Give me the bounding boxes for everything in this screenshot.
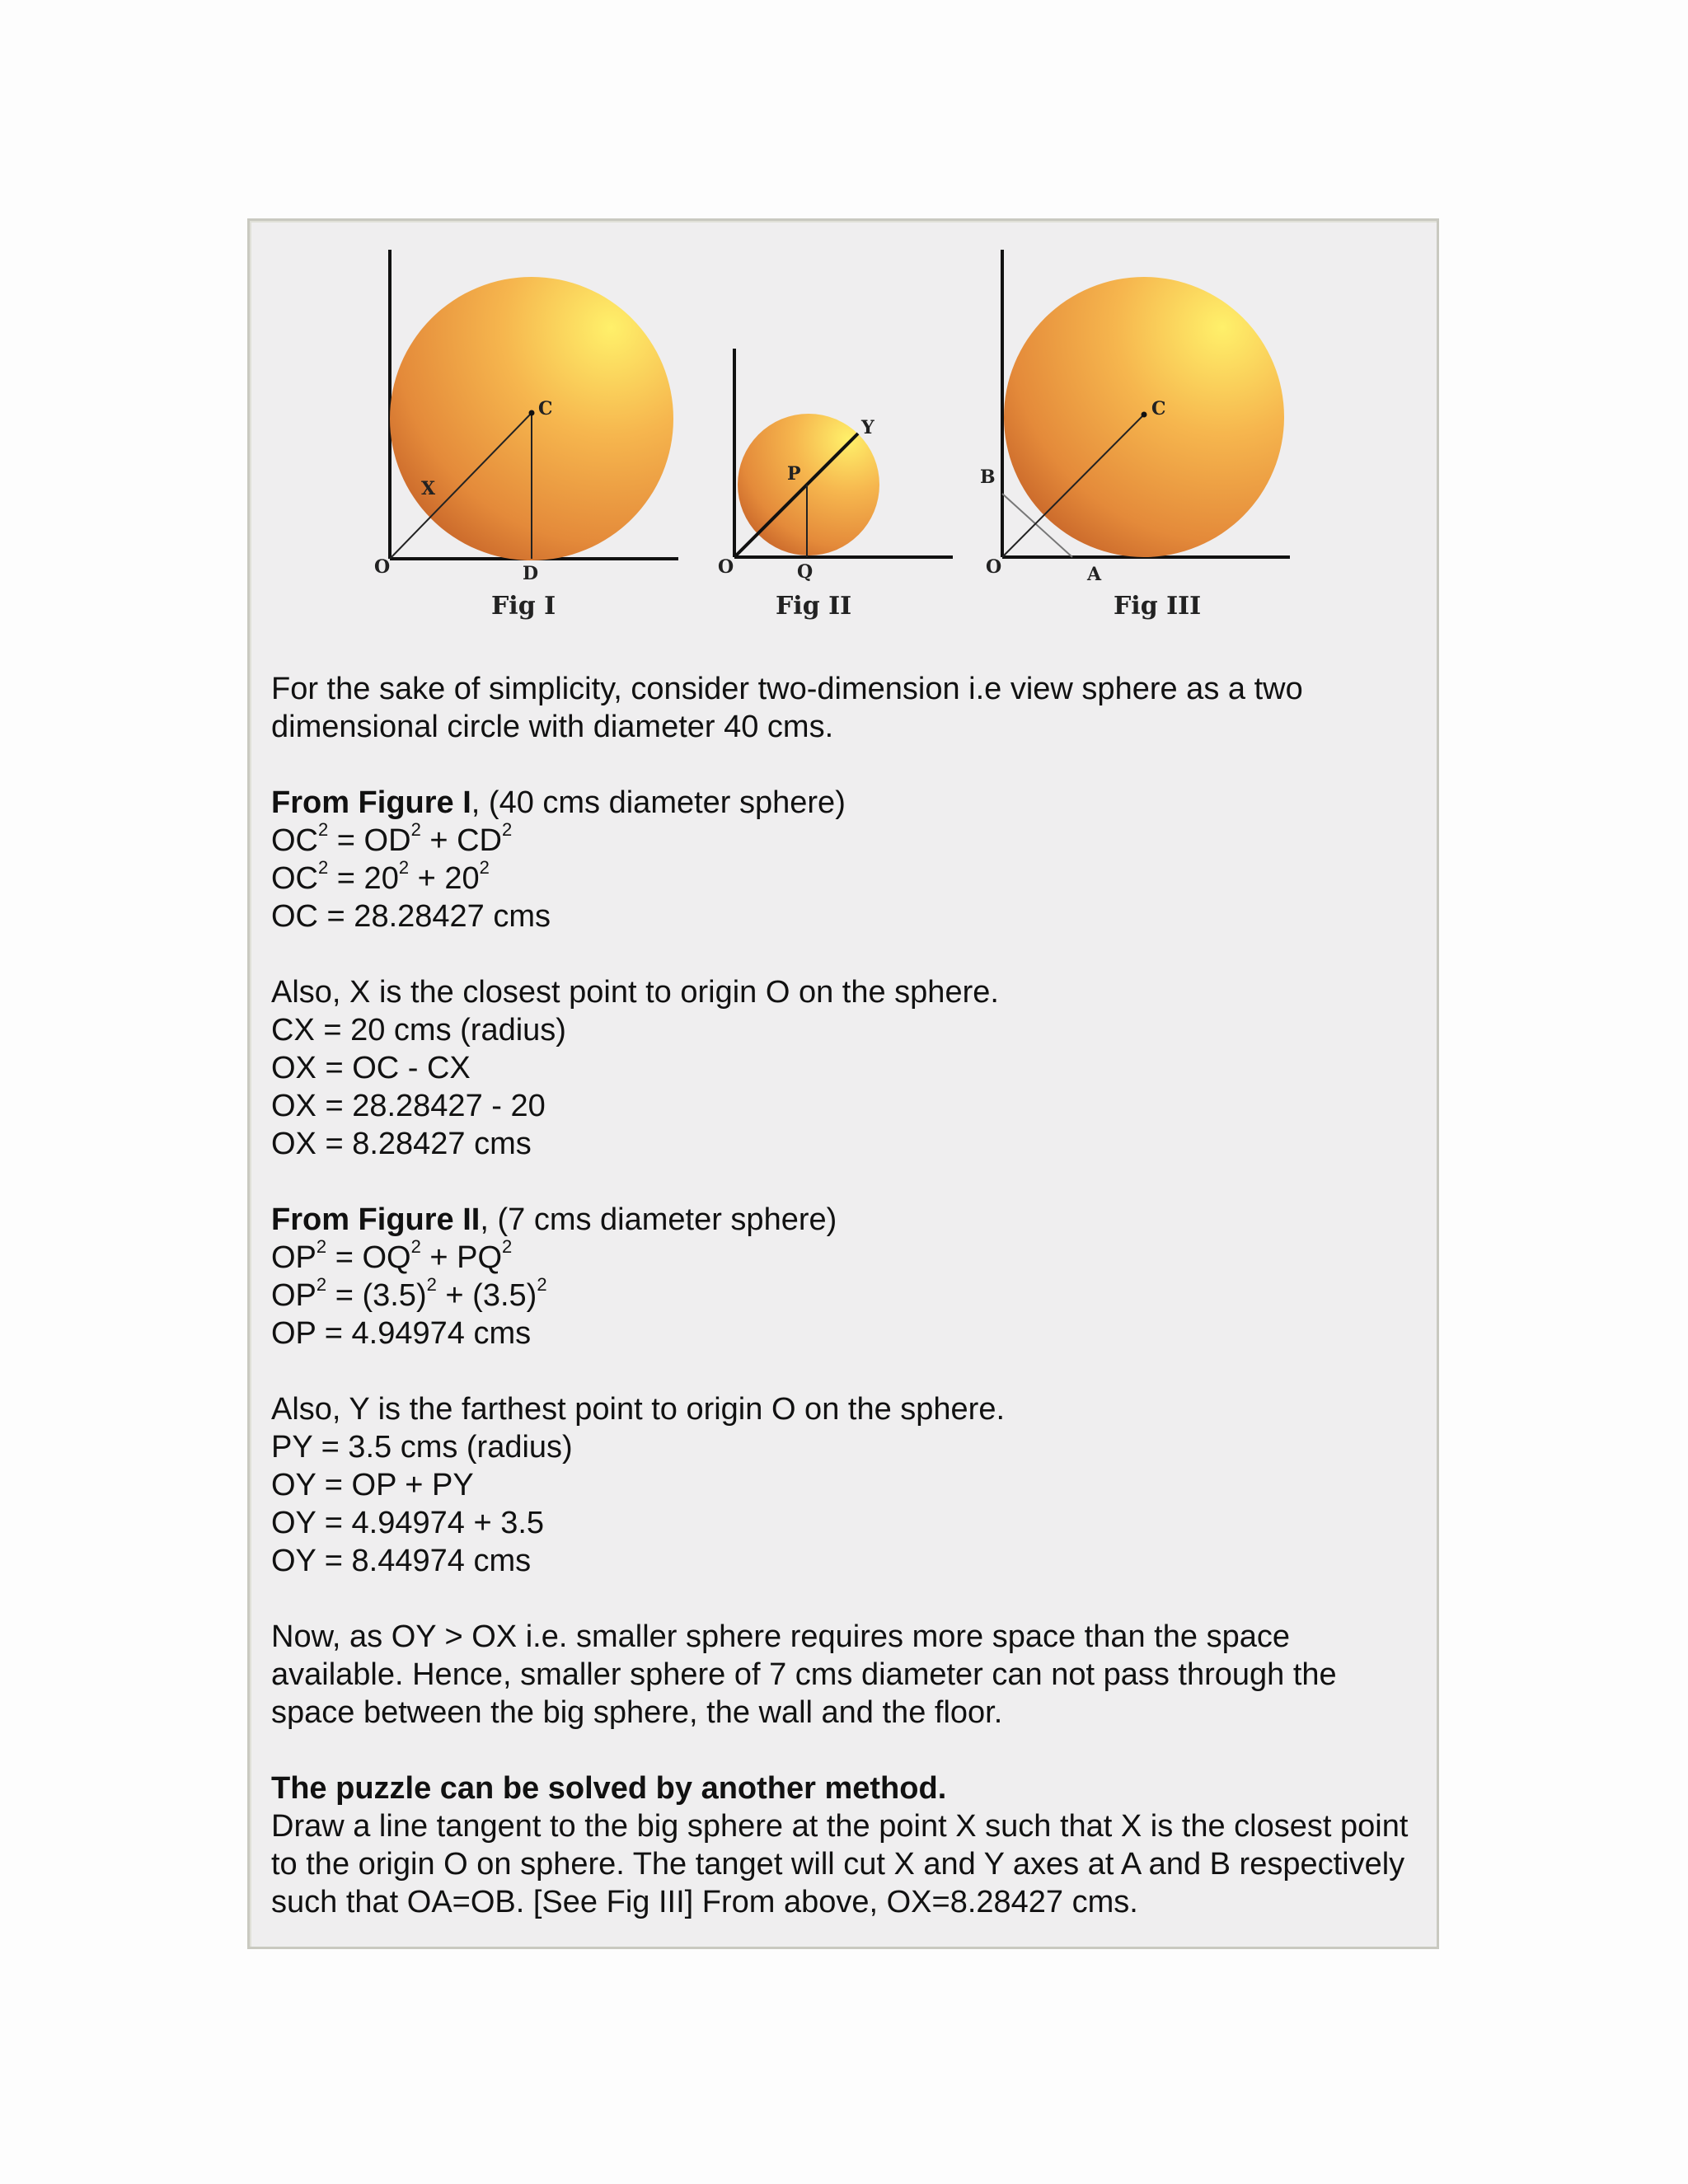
- intro-paragraph: For the sake of simplicity, consider two-dimension i.e view sphere as a two dimensional circle with diameter 40 cms.: [271, 672, 1303, 744]
- fig1-label-x: X: [421, 478, 436, 499]
- section1-heading: From Figure I: [271, 785, 471, 820]
- section2-eq1: $OP^2 = OQ^2 + PQ^2$: [271, 1236, 513, 1275]
- fig3-label-a: A: [1087, 564, 1102, 585]
- figure-1: [374, 250, 678, 621]
- section2-eq3: OP = 4.94974 cms: [271, 1316, 532, 1351]
- fig3-caption: Fig III: [1114, 592, 1202, 621]
- section1-eq3: OC = 28.28427 cms: [271, 899, 551, 934]
- section2-line: OY = OP + PY: [271, 1468, 474, 1502]
- solution-text: [271, 670, 1425, 1921]
- figures-illustration: [250, 221, 1437, 649]
- content-panel: [247, 218, 1439, 1949]
- method-body: Draw a line tangent to the big sphere at the point X such that X is the closest point to the origin O on sphere. The tanget will cut X and Y axes at A and B respectively such that OA=OB. [See Fig III] From above, OX=8.28427 cms.: [271, 1809, 1409, 1919]
- section1-line: OX = OC - CX: [271, 1051, 471, 1085]
- section2-heading: From Figure II: [271, 1202, 481, 1237]
- section2-line: PY = 3.5 cms (radius): [271, 1430, 573, 1465]
- section1-eq1: $OC^2 = OD^2 + CD^2$: [271, 819, 513, 858]
- fig2-label-o: O: [718, 556, 734, 578]
- conclusion-paragraph: Now, as OY > OX i.e. smaller sphere requires more space than the space available. Hence, smaller sphere of 7 cms diameter can not pass through the space between the big sphere, the wall and the floor.: [271, 1619, 1337, 1730]
- section1-subheading: , (40 cms diameter sphere): [471, 785, 846, 820]
- section1-eq2: $OC^2 = 20^2 + 20^2$: [271, 857, 490, 896]
- section2-line: OY = 4.94974 + 3.5: [271, 1506, 545, 1540]
- fig1-caption: Fig I: [491, 592, 556, 621]
- fig2-caption: Fig II: [776, 592, 852, 621]
- method-heading: The puzzle can be solved by another method.: [271, 1771, 947, 1806]
- fig2-label-y: Y: [861, 417, 874, 438]
- fig3-label-b: B: [980, 466, 996, 488]
- figures-row: [250, 221, 1437, 649]
- section1-note: Also, X is the closest point to origin O on the sphere.: [271, 975, 999, 1010]
- section1-line: CX = 20 cms (radius): [271, 1013, 566, 1047]
- section2-subheading: , (7 cms diameter sphere): [480, 1202, 837, 1237]
- figure-3: [980, 250, 1290, 621]
- section2-line: OY = 8.44974 cms: [271, 1544, 532, 1578]
- fig2-label-p: P: [787, 463, 801, 485]
- figure-2: [718, 349, 953, 621]
- section2-note: Also, Y is the farthest point to origin O on the sphere.: [271, 1392, 1006, 1427]
- fig3-label-c: C: [1151, 398, 1166, 419]
- section2-header: [271, 1201, 1425, 1239]
- fig1-label-c: C: [538, 398, 553, 419]
- fig1-label-o: O: [374, 556, 391, 578]
- section1-line: OX = 8.28427 cms: [271, 1127, 532, 1161]
- section2-eq2: $OP^2 = (3.5)^2 + (3.5)^2$: [271, 1274, 547, 1313]
- section1-line: OX = 28.28427 - 20: [271, 1089, 546, 1123]
- fig2-label-q: Q: [797, 561, 814, 583]
- fig3-label-o: O: [986, 556, 1002, 578]
- section1-header: [271, 784, 1425, 822]
- fig1-label-d: D: [523, 563, 539, 584]
